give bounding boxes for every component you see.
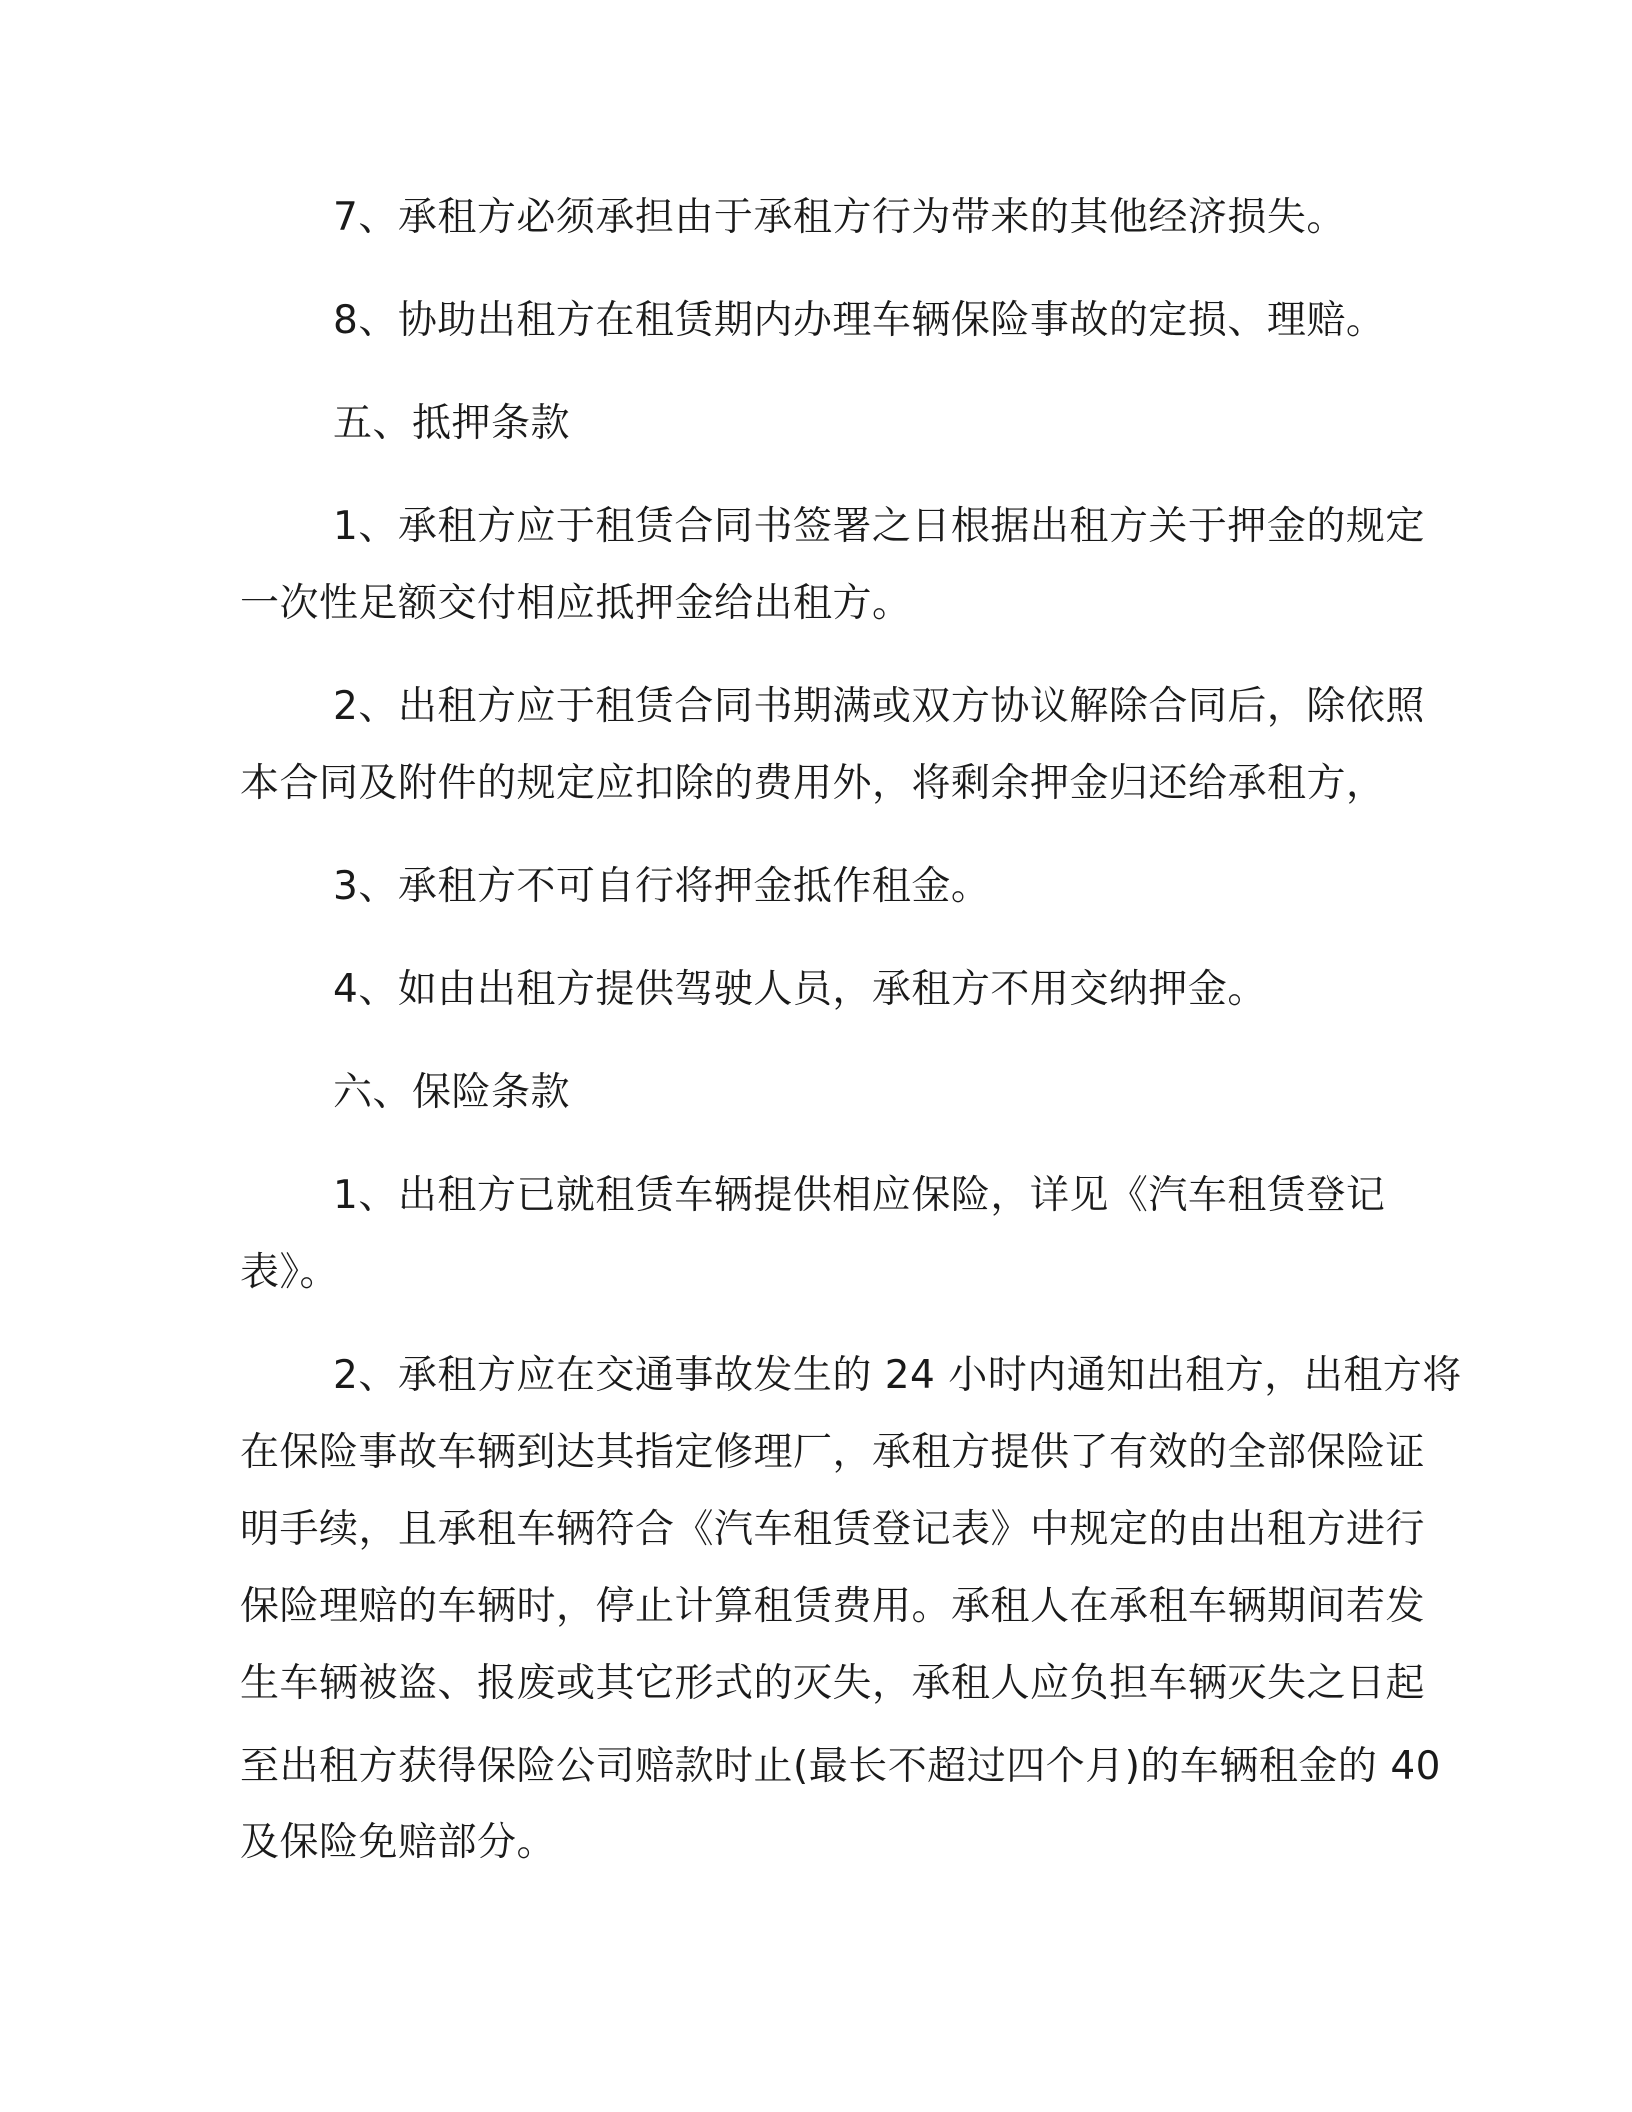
section-heading-5: 五、抵押条款	[333, 401, 571, 446]
clause-4-8: 8、协助出租方在租赁期内办理车辆保险事故的定损、理赔。	[333, 298, 1386, 343]
clause-6-2-line-7: 及保险免赔部分。	[240, 1820, 557, 1865]
clause-5-3: 3、承租方不可自行将押金抵作租金。	[333, 864, 991, 909]
clause-6-1-line-2: 表》。	[240, 1250, 340, 1295]
clause-5-2-line-2: 本合同及附件的规定应扣除的费用外，将剩余押金归还给承租方，	[240, 761, 1386, 806]
clause-4-7: 7、承租方必须承担由于承租方行为带来的其他经济损失。	[333, 195, 1346, 240]
clause-6-2-line-2: 在保险事故车辆到达其指定修理厂，承租方提供了有效的全部保险证	[240, 1430, 1426, 1475]
clause-5-4: 4、如由出租方提供驾驶人员，承租方不用交纳押金。	[333, 967, 1267, 1012]
clause-6-1-line-1: 1、出租方已就租赁车辆提供相应保险，详见《汽车租赁登记	[333, 1173, 1386, 1218]
clause-6-2-line-6: 至出租方获得保险公司赔款时止(最长不超过四个月)的车辆租金的 40	[240, 1744, 1441, 1789]
clause-5-1-line-2: 一次性足额交付相应抵押金给出租方。	[240, 581, 912, 626]
section-heading-6: 六、保险条款	[333, 1070, 571, 1115]
clause-6-2-line-3: 明手续，且承租车辆符合《汽车租赁登记表》中规定的由出租方进行	[240, 1507, 1426, 1552]
clause-6-2-line-5: 生车辆被盗、报废或其它形式的灭失，承租人应负担车辆灭失之日起	[240, 1661, 1426, 1706]
clause-6-2-line-4: 保险理赔的车辆时，停止计算租赁费用。承租人在承租车辆期间若发	[240, 1584, 1426, 1629]
clause-6-2-line-1: 2、承租方应在交通事故发生的 24 小时内通知出租方，出租方将	[333, 1353, 1462, 1398]
clause-5-1-line-1: 1、承租方应于租赁合同书签署之日根据出租方关于押金的规定	[333, 504, 1425, 549]
clause-5-2-line-1: 2、出租方应于租赁合同书期满或双方协议解除合同后，除依照	[333, 684, 1425, 729]
